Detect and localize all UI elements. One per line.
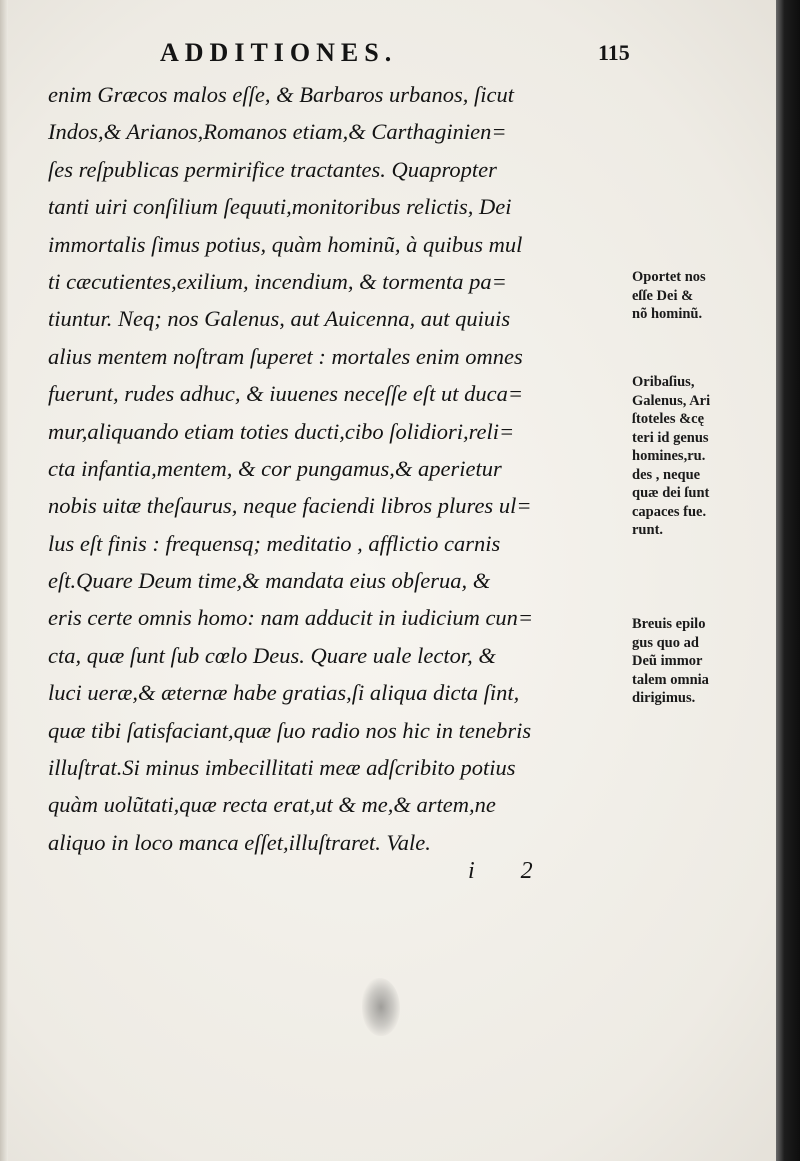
- margin-note-line: talem omnia: [632, 671, 709, 688]
- margin-note-line: nõ hominũ.: [632, 306, 703, 322]
- margin-note-line: Deũ immor: [632, 653, 703, 669]
- text-line: quæ tibi ſatisfaciant,quæ ſuo radio nos hic in tenebris: [48, 717, 532, 743]
- margin-note-line: quæ dei ſunt: [632, 485, 710, 501]
- margin-note-line: Oribaſius,: [632, 374, 695, 390]
- margin-note-3: [632, 615, 762, 708]
- text-line: eris certe omnis homo: nam adducit in iudicium cun=: [48, 605, 534, 631]
- text-line: immortalis ſimus potius, quàm hominũ, à quibus mul: [48, 231, 523, 257]
- running-head: ADDITIONES.: [160, 38, 398, 67]
- margin-note-line: dirigimus.: [632, 690, 696, 706]
- text-line: ſes reſpublicas permirifice tractantes. Quapropter: [48, 156, 497, 182]
- margin-note-line: des , neque: [632, 466, 701, 483]
- text-line: lus eſt finis : frequensq; meditatio , afflictio carnis: [48, 530, 501, 556]
- margin-note-line: gus quo ad: [632, 634, 699, 651]
- text-line: quàm uolũtati,quæ recta erat,ut & me,& artem,ne: [48, 792, 496, 818]
- text-line: tiuntur. Neq; nos Galenus, aut Auicenna, aut quiuis: [48, 306, 511, 332]
- margin-note-2: [632, 373, 762, 540]
- margin-note-line: homines,ru.: [632, 448, 706, 464]
- text-line: cta infantia,mentem, & cor pungamus,& aperietur: [48, 455, 502, 481]
- margin-note-line: capaces fue.: [632, 503, 707, 520]
- margin-note-line: Oportet nos: [632, 269, 706, 285]
- text-line: ti cæcutientes,exilium, incendium, & tormenta pa=: [48, 268, 507, 294]
- text-line: enim Græcos malos eſſe, & Barbaros urbanos, ſicut: [48, 82, 515, 107]
- margin-note-line: ſtoteles &cę: [632, 411, 705, 427]
- paper-stain: [362, 978, 400, 1036]
- text-line: tanti uiri conſilium ſequuti,monitoribus relictis, Dei: [48, 194, 512, 220]
- text-line: eſt.Quare Deum time,& mandata eius obſerua, &: [48, 568, 491, 594]
- text-line: aliquo in loco manca eſſet,illuſtraret. Vale.: [48, 829, 431, 855]
- text-line: cta, quæ ſunt ſub cœlo Deus. Quare uale lector, &: [48, 642, 496, 668]
- margin-note-line: teri id genus: [632, 429, 709, 446]
- text-line: mur,aliquando etiam toties ducti,cibo ſolidiori,reli=: [48, 418, 515, 444]
- text-line: illuſtrat.Si minus imbecillitati meæ adſcribito potius: [48, 755, 516, 781]
- main-text-block: [48, 76, 628, 861]
- text-line: luci ueræ,& æternæ habe gratias,ſi aliqua dicta ſint,: [48, 680, 520, 706]
- text-line: nobis uitæ theſaurus, neque faciendi libros plures ul=: [48, 493, 532, 519]
- scan-dark-edge: [776, 0, 800, 1161]
- binding-edge: [0, 0, 8, 1161]
- margin-note-line: runt.: [632, 522, 664, 538]
- text-line: Indos,& Arianos,Romanos etiam,& Carthaginien=: [48, 119, 507, 145]
- signature-mark: i 2: [468, 858, 553, 884]
- margin-note-line: Breuis epilo: [632, 616, 706, 632]
- margin-note-1: [632, 268, 762, 324]
- page-number: 115: [598, 40, 630, 65]
- text-line: alius mentem noſtram ſuperet : mortales enim omnes: [48, 343, 523, 369]
- text-line: fuerunt, rudes adhuc, & iuuenes neceſſe eſt ut duca=: [48, 381, 524, 407]
- margin-note-line: Galenus, Ari: [632, 392, 711, 409]
- margin-note-line: eſſe Dei &: [632, 287, 694, 304]
